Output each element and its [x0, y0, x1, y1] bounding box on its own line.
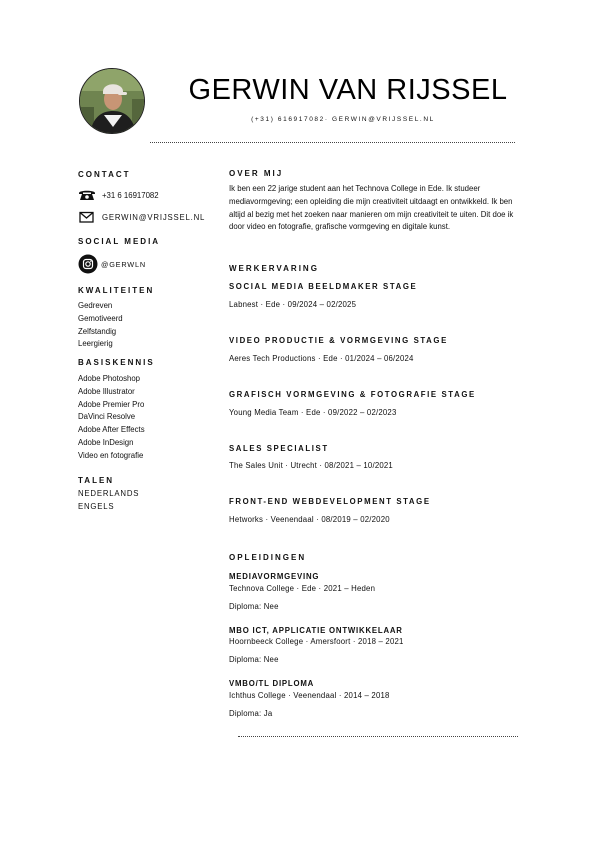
quality-item: Gedreven — [78, 301, 113, 310]
education-title: MEDIAVORMGEVING — [229, 572, 320, 581]
job-detail: The Sales Unit · Utrecht · 08/2021 – 10/2021 — [229, 461, 393, 470]
instagram-row — [78, 254, 146, 274]
social-media-heading: SOCIAL MEDIA — [78, 237, 161, 246]
languages-list — [78, 488, 139, 514]
language-item: NEDERLANDS — [78, 489, 140, 498]
job-detail: Labnest · Ede · 09/2024 – 02/2025 — [229, 300, 357, 309]
top-dotted-divider — [150, 142, 515, 143]
envelope-icon — [78, 210, 96, 224]
skills-list — [78, 373, 145, 463]
education-diploma: Diploma: Nee — [229, 602, 279, 611]
profile-photo-image — [80, 69, 145, 134]
job-title: FRONT-END WEBDEVELOPMENT STAGE — [229, 497, 431, 506]
email-row — [78, 210, 205, 224]
contact-heading: CONTACT — [78, 170, 131, 179]
education-title: MBO ICT, APPLICATIE ONTWIKKELAAR — [229, 626, 403, 635]
education-detail: Technova College · Ede · 2021 – Heden — [229, 584, 376, 593]
job-title: SOCIAL MEDIA BEELDMAKER STAGE — [229, 282, 418, 291]
phone-icon — [78, 188, 96, 202]
qualities-heading: KWALITEITEN — [78, 286, 155, 295]
language-item: ENGELS — [78, 501, 115, 511]
education-heading: OPLEIDINGEN — [229, 553, 307, 562]
skill-item: Adobe Premier Pro — [78, 399, 145, 409]
job-detail: Aeres Tech Productions · Ede · 01/2024 – 06/2024 — [229, 354, 414, 363]
education-diploma: Diploma: Nee — [229, 655, 279, 664]
job-title: SALES SPECIALIST — [229, 444, 329, 453]
quality-item: Leergierig — [78, 339, 113, 349]
quality-item: Zelfstandig — [78, 326, 117, 336]
job-detail: Young Media Team · Ede · 09/2022 – 02/2023 — [229, 408, 397, 417]
education-title: VMBO/TL DIPLOMA — [229, 679, 315, 688]
education-detail: Ichthus College · Veenendaal · 2014 – 2018 — [229, 691, 390, 700]
languages-heading: TALEN — [78, 476, 115, 485]
header-contact-line: (+31) 616917082· GERWIN@VRIJSSEL.NL — [251, 116, 435, 123]
education-diploma: Diploma: Ja — [229, 709, 273, 718]
email-address[interactable]: GERWIN@VRIJSSEL.NL — [102, 212, 206, 222]
job-detail: Hetworks · Veenendaal · 08/2019 – 02/2020 — [229, 515, 390, 524]
about-text: Ik ben een 22 jarige student aan het Technova College in Ede. Ik studeer mediavormgeving; een opleiding die mijn creativiteit uitdaagt en ontwikkeld. Ik ben altijd al bezig met het zoeken naar manieren om mijn creativiteit te uiten. Dit doe ik door video en fotografie, grafische vormgeving en digitale kunst. — [229, 184, 514, 232]
phone-row — [78, 188, 159, 202]
skill-item: Adobe After Effects — [78, 425, 145, 435]
education-detail: Hoornbeeck College · Amersfoort · 2018 – 2021 — [229, 637, 404, 646]
candidate-name: GERWIN VAN RIJSSEL — [188, 74, 508, 106]
skill-item: Adobe Photoshop — [78, 374, 140, 383]
skill-item: Adobe Illustrator — [78, 386, 135, 396]
phone-number[interactable]: +31 6 16917082 — [102, 190, 159, 200]
about-heading: OVER MIJ — [229, 169, 284, 178]
profile-photo — [79, 68, 145, 134]
experience-heading: WERKERVARING — [229, 264, 319, 273]
skill-item: Adobe InDesign — [78, 437, 134, 447]
job-title: GRAFISCH VORMGEVING & FOTOGRAFIE STAGE — [229, 390, 476, 399]
skills-heading: BASISKENNIS — [78, 358, 155, 367]
skill-item: DaVinci Resolve — [78, 412, 136, 422]
skill-item: Video en fotografie — [78, 450, 144, 460]
instagram-icon — [78, 254, 98, 274]
instagram-handle[interactable]: @GERWLN — [101, 259, 146, 269]
bottom-dotted-divider — [238, 736, 518, 737]
qualities-list — [78, 300, 123, 351]
job-title: VIDEO PRODUCTIE & VORMGEVING STAGE — [229, 336, 448, 345]
quality-item: Gemotiveerd — [78, 313, 123, 323]
